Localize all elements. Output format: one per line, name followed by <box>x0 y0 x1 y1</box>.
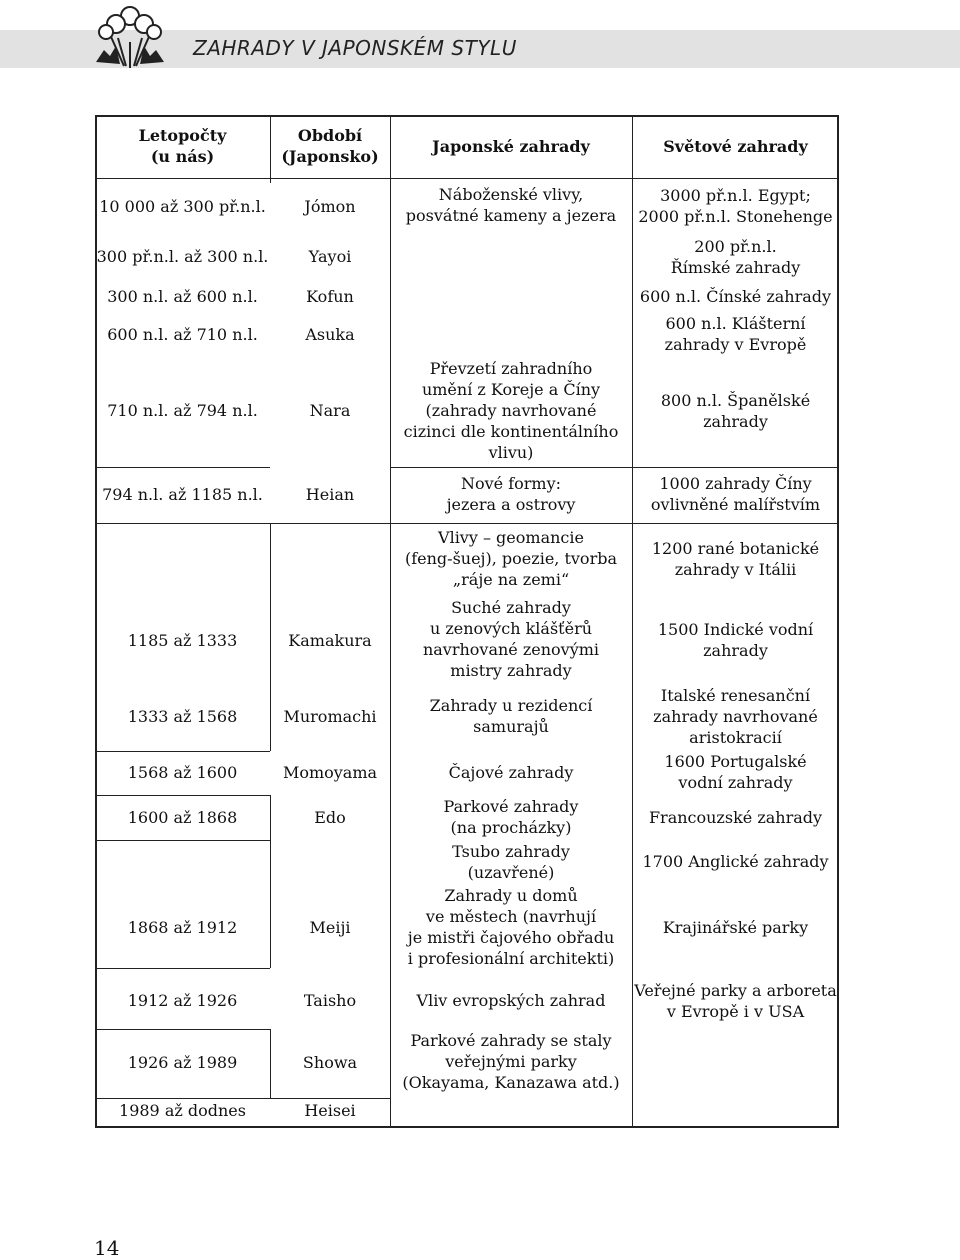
cell-years: 1989 až dodnes <box>119 1101 246 1120</box>
cell-japanese-gardens: Parkové zahrady (na procházky) <box>443 797 579 837</box>
cell-world-gardens: 1600 Portugalské vodní zahrady <box>664 752 807 792</box>
cell-period: Heisei <box>304 1101 356 1120</box>
cell-world-gardens: 800 n.l. Španělské zahrady <box>660 391 811 431</box>
cell-period: Asuka <box>305 325 355 344</box>
page-title: ZAHRADY V JAPONSKÉM STYLU <box>193 36 517 60</box>
cell-period: Muromachi <box>283 707 377 726</box>
cell-years: 710 n.l. až 794 n.l. <box>107 401 258 420</box>
table-rule <box>632 467 839 468</box>
column-header: Světové zahrady <box>663 137 808 156</box>
table-rule <box>95 523 839 524</box>
cell-period: Meiji <box>309 918 351 937</box>
cell-years: 1868 až 1912 <box>127 918 238 937</box>
cell-years: 10 000 až 300 př.n.l. <box>99 197 266 216</box>
cell-world-gardens: 200 př.n.l. Římské zahrady <box>670 237 801 277</box>
cell-world-gardens: Francouzské zahrady <box>648 808 823 827</box>
cell-world-gardens: 3000 př.n.l. Egypt; 2000 př.n.l. Stonehenge <box>638 186 833 226</box>
cell-years: 1333 až 1568 <box>127 707 238 726</box>
cell-japanese-gardens: Parkové zahrady se staly veřejnými parky (Okayama, Kanazawa atd.) <box>402 1031 620 1092</box>
table-rule <box>95 751 270 752</box>
cell-years: 1912 až 1926 <box>127 991 238 1010</box>
cell-japanese-gardens: Tsubo zahrady (uzavřené) <box>452 842 570 882</box>
cell-period: Kofun <box>306 287 354 306</box>
cell-years: 1600 až 1868 <box>127 808 238 827</box>
cell-japanese-gardens: Vliv evropských zahrad <box>416 991 606 1010</box>
cell-japanese-gardens: Vlivy – geomancie (feng-šuej), poezie, tvorba „ráje na zemi“ <box>404 528 617 589</box>
cell-years: 300 př.n.l. až 300 n.l. <box>96 247 269 266</box>
cell-japanese-gardens: Čajové zahrady <box>448 763 574 782</box>
cell-period: Edo <box>314 808 346 827</box>
cell-period: Showa <box>302 1053 358 1072</box>
cell-years: 600 n.l. až 710 n.l. <box>107 325 258 344</box>
cell-period: Momoyama <box>282 763 378 782</box>
cell-years: 1926 až 1989 <box>127 1053 238 1072</box>
column-header: Letopočty (u nás) <box>138 126 227 166</box>
table-rule <box>95 968 270 969</box>
cell-world-gardens: 1500 Indické vodní zahrady <box>657 620 814 660</box>
cell-period: Nara <box>309 401 351 420</box>
cell-world-gardens: Krajinářské parky <box>662 918 809 937</box>
cell-years: 300 n.l. až 600 n.l. <box>107 287 258 306</box>
cell-period: Taisho <box>303 991 357 1010</box>
cell-period: Heian <box>305 485 355 504</box>
cell-japanese-gardens: Náboženské vlivy, posvátné kameny a jezera <box>405 185 617 225</box>
column-header: Období (Japonsko) <box>281 126 379 166</box>
column-header: Japonské zahrady <box>432 137 590 156</box>
cell-japanese-gardens: Suché zahrady u zenových klášťěrů navrhované zenovými mistry zahrady <box>422 598 600 680</box>
cell-japanese-gardens: Převzetí zahradního umění z Koreje a Číny (zahrady navrhované cizinci dle kontinentálního vlivu) <box>403 359 619 462</box>
cell-world-gardens: 1200 rané botanické zahrady v Itálii <box>651 539 820 579</box>
cell-japanese-gardens: Nové formy: jezera a ostrovy <box>446 474 576 514</box>
cell-japanese-gardens: Zahrady u rezidencí samurajů <box>429 696 593 736</box>
table-rule <box>95 467 270 468</box>
cell-years: 794 n.l. až 1185 n.l. <box>102 485 263 504</box>
table-rule <box>390 467 632 468</box>
table-rule <box>95 1029 270 1030</box>
cell-period: Yayoi <box>308 247 352 266</box>
cell-world-gardens: Italské renesanční zahrady navrhované aristokracií <box>653 686 818 747</box>
table-rule <box>95 178 839 179</box>
cell-world-gardens: 600 n.l. Klášterní zahrady v Evropě <box>664 314 807 354</box>
cell-years: 1185 až 1333 <box>127 631 238 650</box>
cell-period: Jómon <box>304 197 356 216</box>
cell-world-gardens: 600 n.l. Čínské zahrady <box>639 287 832 306</box>
cell-japanese-gardens: Zahrady u domů ve městech (navrhují je mistři čajového obřadu i profesionální architekti) <box>407 886 615 968</box>
cell-period: Kamakura <box>288 631 372 650</box>
cell-world-gardens: 1700 Anglické zahrady <box>642 852 829 871</box>
cell-world-gardens: Veřejné parky a arboreta v Evropě i v USA <box>634 981 837 1021</box>
table-rule <box>95 840 270 841</box>
cell-world-gardens: 1000 zahrady Číny ovlivněné malířstvím <box>650 474 821 514</box>
cell-years: 1568 až 1600 <box>127 763 238 782</box>
page-number: 14 <box>94 1236 120 1260</box>
tree-garden-icon <box>90 4 170 74</box>
table-rule <box>95 795 270 796</box>
